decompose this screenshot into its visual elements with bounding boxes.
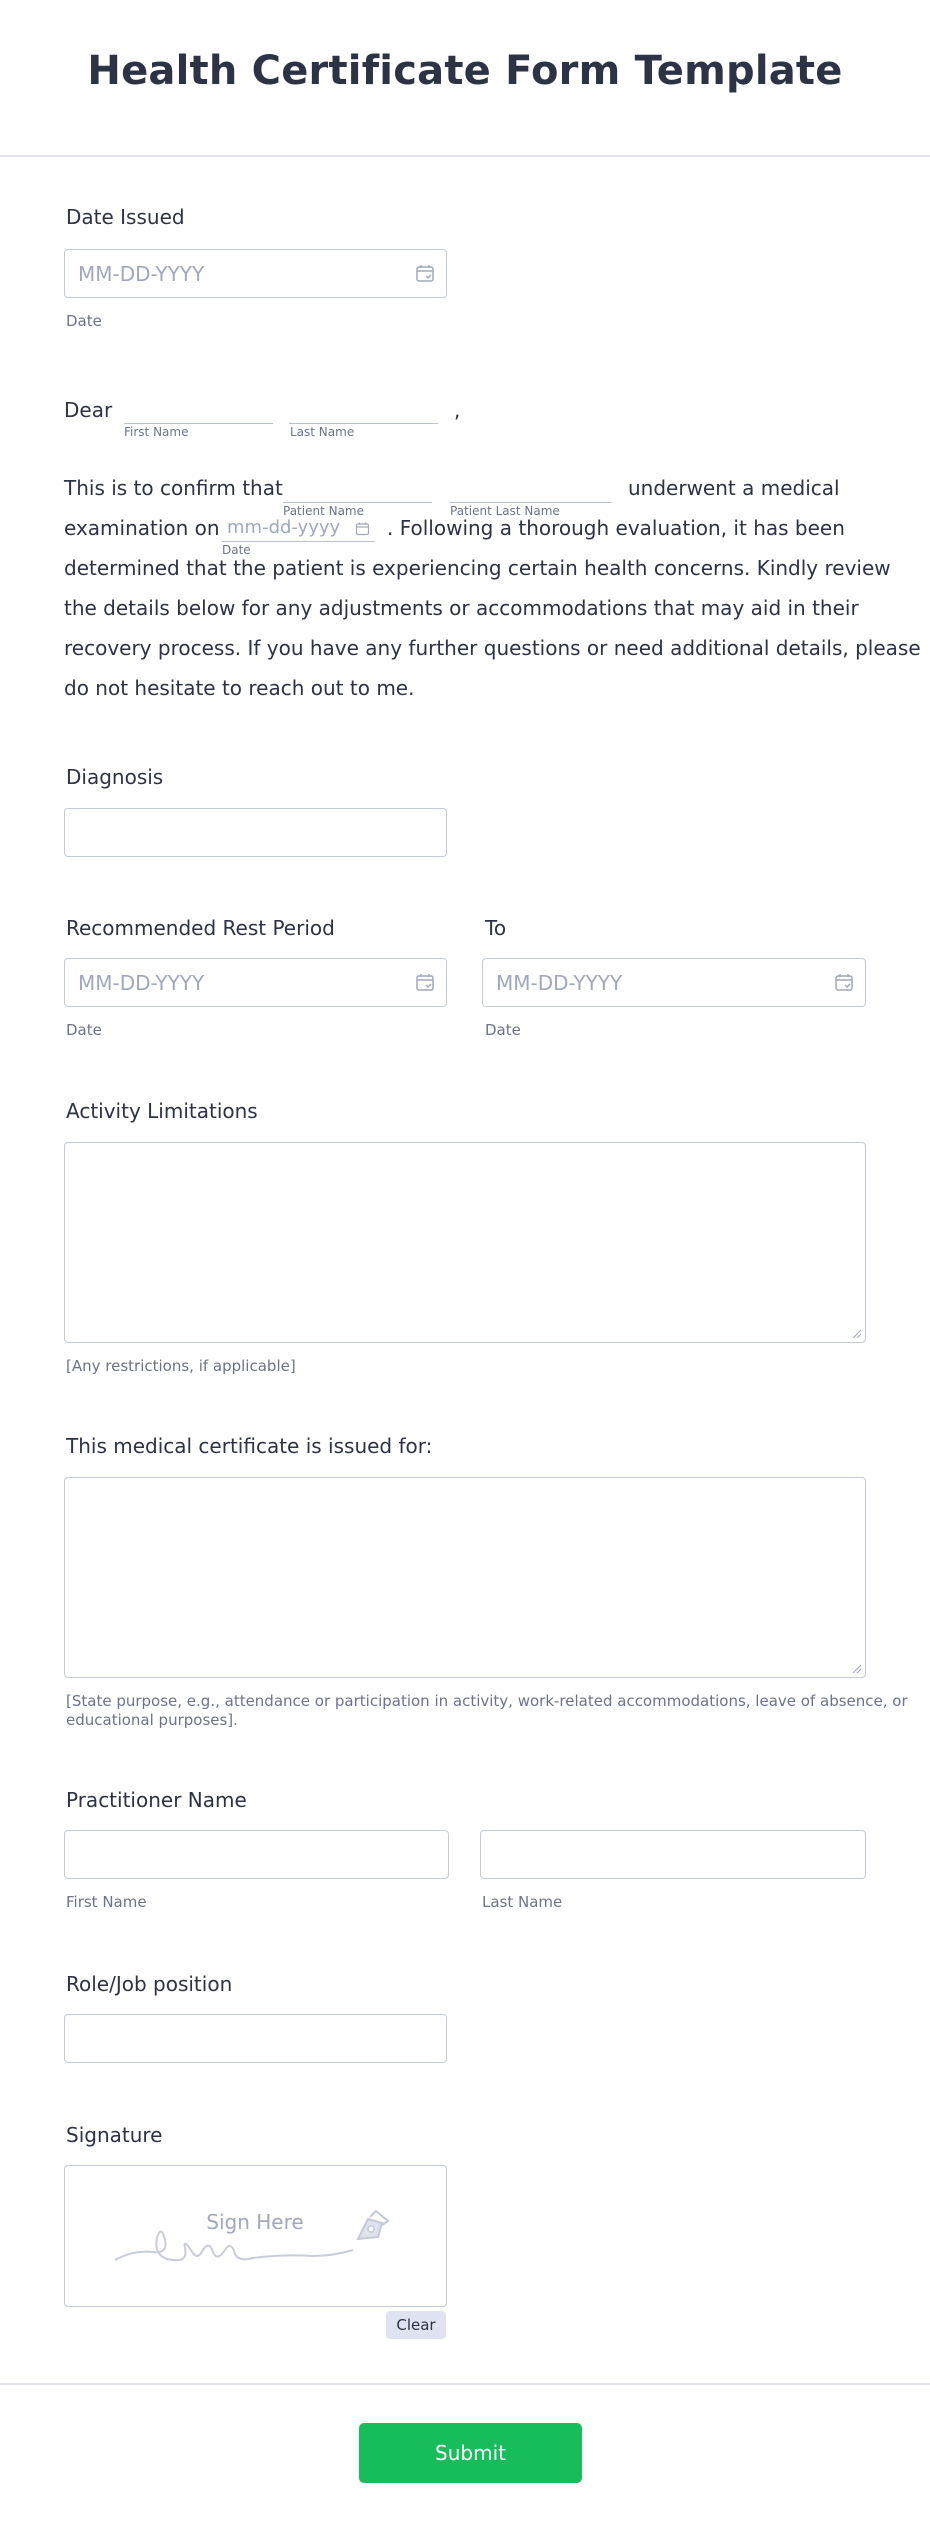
rest-period-from-sublabel: Date: [66, 1021, 102, 1039]
patient-name-sublabel: Patient Name: [283, 504, 364, 518]
exam-date-input[interactable]: [222, 515, 375, 542]
confirm-line5: recovery process. If you have any further questions or need additional details, please: [64, 636, 921, 660]
page-title: Health Certificate Form Template: [87, 48, 843, 94]
date-issued-input[interactable]: [64, 249, 447, 298]
issued-for-label: This medical certificate is issued for:: [66, 1434, 433, 1458]
rest-period-from-input[interactable]: [64, 958, 447, 1007]
diagnosis-input[interactable]: [64, 808, 447, 857]
dear-comma: ,: [454, 398, 461, 422]
practitioner-first-name-sublabel: First Name: [66, 1893, 147, 1911]
issued-for-sublabel-line1: [State purpose, e.g., attendance or participation in activity, work-related accommodations, leave of absence, or: [66, 1692, 908, 1710]
recipient-last-name-input[interactable]: [289, 423, 438, 424]
practitioner-last-name-input[interactable]: [480, 1830, 866, 1879]
exam-date-placeholder: mm-dd-yyyy: [227, 517, 341, 538]
patient-name-input[interactable]: [283, 502, 432, 503]
recipient-last-name-sublabel: Last Name: [290, 425, 355, 439]
confirm-line1-end: underwent a medical: [628, 476, 840, 500]
practitioner-name-label: Practitioner Name: [66, 1788, 247, 1812]
calendar-icon[interactable]: [355, 521, 370, 536]
submit-button[interactable]: Submit: [359, 2423, 582, 2483]
issued-for-textarea[interactable]: [64, 1477, 866, 1678]
practitioner-first-name-input[interactable]: [64, 1830, 449, 1879]
clear-signature-button[interactable]: Clear: [386, 2311, 446, 2339]
role-label: Role/Job position: [66, 1972, 233, 1996]
exam-date-sublabel: Date: [222, 543, 251, 557]
confirm-line1-start: This is to confirm that: [64, 476, 283, 500]
date-issued-label: Date Issued: [66, 205, 185, 229]
diagnosis-label: Diagnosis: [66, 765, 164, 789]
recipient-first-name-input[interactable]: [124, 423, 273, 424]
practitioner-last-name-sublabel: Last Name: [482, 1893, 563, 1911]
date-issued-sublabel: Date: [66, 312, 102, 330]
rest-period-to-label: To: [485, 916, 507, 940]
calendar-icon[interactable]: [415, 263, 435, 283]
pen-nib-icon: [348, 2209, 392, 2253]
signature-pad[interactable]: [64, 2165, 447, 2307]
signature-hint: Sign Here: [206, 2210, 304, 2234]
activity-limitations-textarea[interactable]: [64, 1142, 866, 1343]
signature-label: Signature: [66, 2123, 163, 2147]
issued-for-sublabel-line2: educational purposes].: [66, 1711, 238, 1729]
calendar-icon[interactable]: [834, 972, 854, 992]
confirm-line2-end: . Following a thorough evaluation, it has been: [387, 516, 845, 540]
confirm-line2-start: examination on: [64, 516, 220, 540]
patient-last-name-sublabel: Patient Last Name: [450, 504, 560, 518]
dear-text: Dear: [64, 398, 113, 422]
confirm-line4: the details below for any adjustments or accommodations that may aid in their: [64, 596, 859, 620]
rest-period-from-placeholder: MM-DD-YYYY: [78, 971, 205, 995]
rest-period-label: Recommended Rest Period: [66, 916, 335, 940]
activity-limitations-sublabel: [Any restrictions, if applicable]: [66, 1357, 296, 1375]
resize-handle-icon[interactable]: [851, 1328, 861, 1338]
confirm-line3: determined that the patient is experiencing certain health concerns. Kindly review: [64, 556, 891, 580]
rest-period-to-sublabel: Date: [485, 1021, 521, 1039]
patient-last-name-input[interactable]: [449, 502, 612, 503]
date-issued-placeholder: MM-DD-YYYY: [78, 262, 205, 286]
confirm-line6: do not hesitate to reach out to me.: [64, 676, 415, 700]
rest-period-to-input[interactable]: [482, 958, 866, 1007]
calendar-icon[interactable]: [415, 972, 435, 992]
rest-period-to-placeholder: MM-DD-YYYY: [496, 971, 623, 995]
recipient-first-name-sublabel: First Name: [124, 425, 189, 439]
role-input[interactable]: [64, 2014, 447, 2063]
resize-handle-icon[interactable]: [851, 1663, 861, 1673]
activity-limitations-label: Activity Limitations: [66, 1099, 258, 1123]
